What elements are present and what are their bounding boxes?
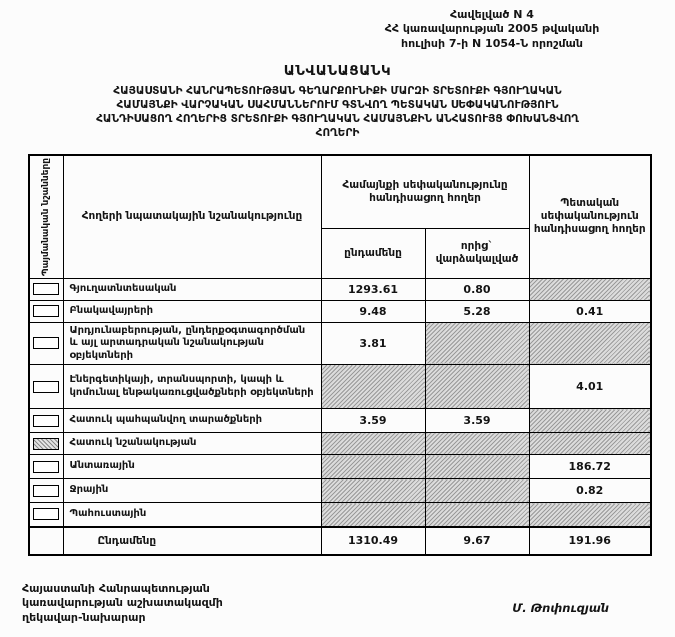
legend-symbol: [33, 283, 59, 295]
legend-cell: [29, 527, 63, 555]
cell-state: 0.41: [529, 300, 651, 322]
row-label: Էներգետիկայի, տրանսպորտի, կապի և կոմունալ ենթակառուցվածքների օբյեկտների: [63, 365, 321, 409]
total-cell-total: 1310.49: [321, 527, 425, 555]
annex-line: հուլիսի 7-ի N 1054-Ն որոշման: [401, 36, 583, 50]
cell-total: [321, 479, 425, 503]
cell-state: [529, 503, 651, 527]
document-title: ԱՆՎԱՆԱՑԱՆԿ: [283, 62, 392, 79]
signatory-position-line: Հայաստանի Հանրապետության: [22, 582, 210, 596]
row-label: Հատուկ նշանակության: [63, 433, 321, 455]
col-header-total: ընդամենը: [321, 229, 425, 278]
table-row: [29, 322, 651, 365]
row-label: Բնակավայրերի: [63, 300, 321, 322]
table-row: [29, 409, 651, 433]
cell-total: [321, 365, 425, 409]
row-label: Ջրային: [63, 479, 321, 503]
annex-header: [327, 8, 657, 51]
legend-symbol: [33, 381, 59, 393]
cell-total: 1293.61: [321, 278, 425, 300]
row-label: Գյուղատնտեսական: [63, 278, 321, 300]
col-header-of-which: որից` վարձակալված: [425, 229, 529, 278]
table-row: [29, 300, 651, 322]
legend-symbol: [33, 485, 59, 497]
signatory-position: [22, 582, 223, 625]
cell-state: [529, 433, 651, 455]
col-header-purpose: Հողերի նպատակային նշանակությունը: [63, 155, 321, 279]
cell-of-which: [425, 365, 529, 409]
signatory-position-line: ղեկավար-նախարար: [22, 610, 146, 624]
cell-state: 0.82: [529, 479, 651, 503]
legend-cell: [29, 278, 63, 300]
subtitle-line: ՀԱՆԴԻՍԱՑՈՂ ՀՈՂԵՐԻՑ ՏՐԵՏՈՒՔԻ ԳՅՈՒՂԱԿԱՆ ՀԱՄԱՅՆՔԻՆ ԱՆՀԱՏՈՒՅՑ ՓՈԽԱՆՑՎՈՂ: [96, 113, 579, 126]
table-row: [29, 278, 651, 300]
cell-total: [321, 455, 425, 479]
cell-total: [321, 433, 425, 455]
land-table: [28, 154, 652, 556]
row-label: Հատուկ պահպանվող տարածքների: [63, 409, 321, 433]
legend-symbol: [33, 337, 59, 349]
legend-cell: [29, 300, 63, 322]
table-row: [29, 455, 651, 479]
legend-cell: [29, 365, 63, 409]
legend-cell: [29, 409, 63, 433]
subtitle-line: ՀԱՄԱՅՆՔԻ ՎԱՐՉԱԿԱՆ ՍԱՀՄԱՆՆԵՐՈՒՄ ԳՏՆՎՈՂ ՊԵՏԱԿԱՆ ՍԵՓԱԿԱՆՈՒԹՅՈՒՆ: [116, 99, 559, 112]
total-cell-of-which: 9.67: [425, 527, 529, 555]
cell-state: [529, 409, 651, 433]
cell-of-which: [425, 479, 529, 503]
cell-of-which: 0.80: [425, 278, 529, 300]
table-row: [29, 503, 651, 527]
cell-state: [529, 278, 651, 300]
cell-of-which: [425, 433, 529, 455]
total-cell-state: 191.96: [529, 527, 651, 555]
table-row: [29, 479, 651, 503]
table-total-row: [29, 527, 651, 555]
row-label: Պահուստային: [63, 503, 321, 527]
legend-symbol: [33, 508, 59, 520]
cell-of-which: 3.59: [425, 409, 529, 433]
annex-line: ՀՀ կառավարության 2005 թվականի: [384, 22, 600, 36]
legend-symbol: [33, 438, 59, 450]
table-row: [29, 433, 651, 455]
cell-total: [321, 503, 425, 527]
cell-state: 4.01: [529, 365, 651, 409]
row-label: Անտառային: [63, 455, 321, 479]
cell-total: 3.59: [321, 409, 425, 433]
col-header-legend-label: Պայմանական նշանները: [40, 157, 51, 276]
cell-total: 9.48: [321, 300, 425, 322]
cell-of-which: [425, 455, 529, 479]
legend-cell: [29, 503, 63, 527]
legend-cell: [29, 433, 63, 455]
total-row-label: Ընդամենը: [63, 527, 321, 555]
legend-cell: [29, 322, 63, 365]
cell-of-which: [425, 322, 529, 365]
cell-state: [529, 322, 651, 365]
legend-symbol: [33, 305, 59, 317]
table-row: [29, 365, 651, 409]
signatory-position-line: կառավարության աշխատակազմի: [22, 596, 223, 610]
row-label: Արդյունաբերության, ընդերքօգտագործման և այլ արտադրական նշանակության օբյեկտների: [63, 322, 321, 365]
subtitle-line: ՀՈՂԵՐԻ: [315, 127, 360, 140]
subtitle-line: ՀԱՅԱՍՏԱՆԻ ՀԱՆՐԱՊԵՏՈՒԹՅԱՆ ԳԵՂԱՐՔՈՒՆԻՔԻ ՄԱՐԶԻ ՏՐԵՏՈՒՔԻ ԳՅՈՒՂԱԿԱՆ: [113, 84, 562, 97]
legend-symbol: [33, 461, 59, 473]
annex-line: Հավելված N 4: [450, 8, 534, 21]
legend-cell: [29, 479, 63, 503]
cell-total: 3.81: [321, 322, 425, 365]
col-header-legend: [29, 155, 63, 279]
col-header-state: Պետական սեփականություն հանդիսացող հողեր: [529, 155, 651, 279]
legend-symbol: [33, 415, 59, 427]
document-subtitle: [0, 84, 675, 141]
footer: [22, 582, 649, 625]
col-group-community: Համայնքի սեփականությունը հանդիսացող հողեր: [321, 155, 529, 229]
cell-of-which: [425, 503, 529, 527]
cell-of-which: 5.28: [425, 300, 529, 322]
cell-state: 186.72: [529, 455, 651, 479]
signatory-name: Մ. Թոփուզյան: [512, 601, 609, 615]
legend-cell: [29, 455, 63, 479]
